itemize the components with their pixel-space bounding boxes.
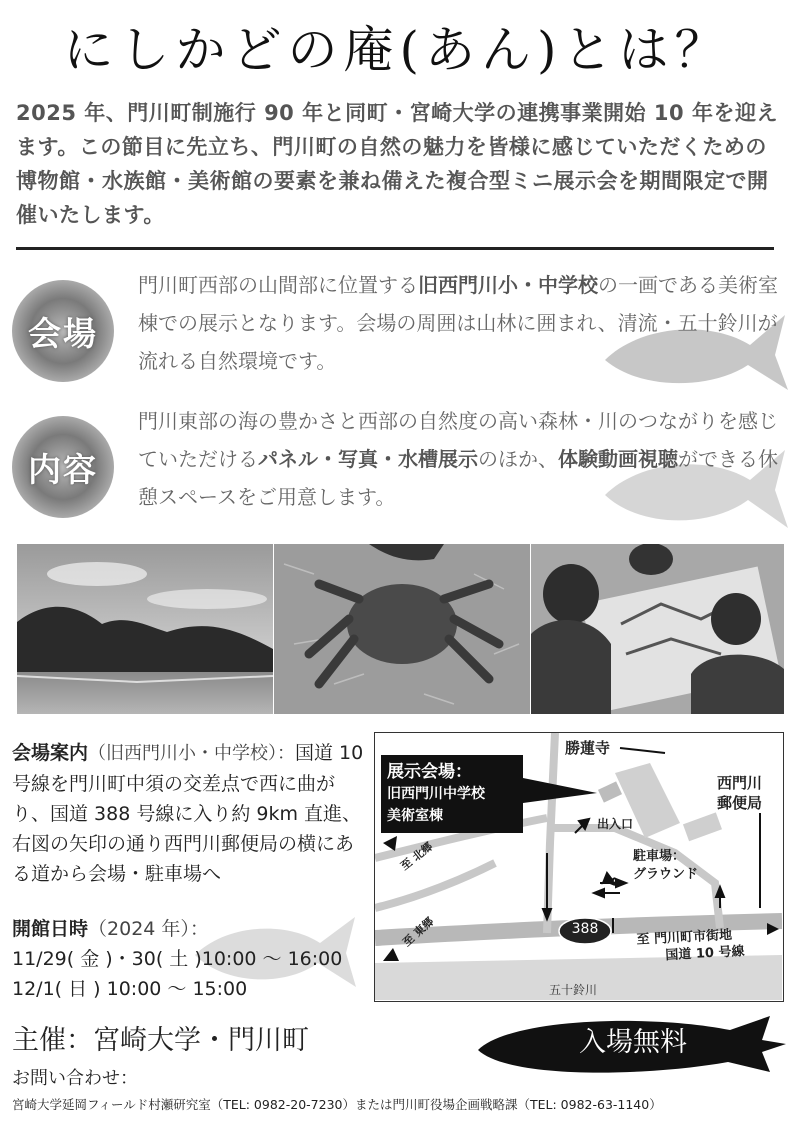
map-route-number: 388 bbox=[571, 921, 599, 937]
divider bbox=[16, 247, 774, 250]
organizer: 主催：宮崎大学・門川町 bbox=[12, 1025, 309, 1056]
venue-text-highlight: 旧西門川小・中学校 bbox=[418, 273, 598, 297]
map-parking-line-2: グラウンド bbox=[633, 867, 699, 882]
access-info bbox=[12, 738, 367, 889]
map-parking-line-1: 駐車場： bbox=[633, 849, 686, 864]
free-admission-label: 入場無料 bbox=[579, 1027, 687, 1058]
photo-crab bbox=[274, 544, 530, 714]
map-river-label: 五十鈴川 bbox=[549, 983, 598, 997]
access-heading: 会場案内 bbox=[12, 742, 89, 764]
dates-line-2: 12/1( 日 ) 10:00 ～ 15:00 bbox=[12, 978, 248, 1000]
venue-text bbox=[138, 266, 778, 380]
access-heading-sub: （旧西門川小・中学校）： bbox=[88, 743, 296, 764]
intro-text: 2025 年、門川町制施行 90 年と同町・宮崎大学の連携事業開始 10 年を迎えます。この節目に先立ち、門川町の自然の魅力を皆様に感じていただくための博物館・水族館・美術館の要素を兼ね備えた複合型ミニ展示会を期間限定で開催いたします。 bbox=[16, 101, 778, 227]
content-text-highlight-2: 体験動画視聴 bbox=[558, 447, 678, 471]
map-venue-line-3: 美術室棟 bbox=[387, 808, 443, 824]
map-venue-line-1: 展示会場： bbox=[387, 762, 472, 782]
photo-coast bbox=[17, 544, 273, 714]
map-temple-label: 勝蓮寺 bbox=[565, 739, 611, 757]
page-title: にしかどの庵(あん)とは？ bbox=[63, 21, 731, 79]
venue-badge bbox=[12, 280, 114, 382]
dates-heading: 開館日時 bbox=[12, 918, 89, 940]
map-parking-label bbox=[633, 848, 698, 884]
content-badge-label: 内容 bbox=[28, 449, 98, 489]
map-to-town-label bbox=[636, 926, 745, 966]
content-text-e: ができる休憩スペースをご用意します。 bbox=[138, 447, 778, 509]
map-to-north-label: 至 北郷 bbox=[398, 839, 436, 873]
access-map bbox=[374, 732, 784, 1002]
map-to-town-line-1: 至 門川町市街地 bbox=[636, 927, 733, 948]
content-text bbox=[138, 402, 778, 516]
venue-badge-label: 会場 bbox=[28, 313, 98, 353]
venue-text-c: の一画である美術室棟での展示となります。会場の周囲は山林に囲まれ、清流・五十鈴川が流れる自然環境です。 bbox=[138, 273, 778, 373]
dates-line-1: 11/29( 金 )・30( 土 )10:00 ～ 16:00 bbox=[12, 948, 343, 970]
photo-children bbox=[531, 544, 784, 714]
venue-text-a: 門川町西部の山間部に位置する bbox=[138, 273, 418, 297]
map-venue-line-2: 旧西門川中学校 bbox=[387, 786, 485, 802]
map-entrance-label: 出入口 bbox=[597, 817, 634, 831]
map-venue-label bbox=[387, 761, 485, 827]
content-text-highlight-1: パネル・写真・水槽展示 bbox=[258, 447, 478, 471]
map-post-office-line-2: 郵便局 bbox=[717, 794, 763, 812]
map-to-tono-label: 至 東郷 bbox=[400, 914, 437, 950]
content-text-c: のほか、 bbox=[478, 447, 558, 471]
map-post-office-line-1: 西門川 bbox=[717, 774, 763, 792]
map-post-office-label bbox=[717, 773, 762, 813]
map-to-town-line-2: 国道 10 号線 bbox=[665, 944, 745, 964]
content-text-a: 門川東部の海の豊かさと西部の自然度の高い森林・川のつながりを感じていただける bbox=[138, 409, 778, 471]
content-badge bbox=[12, 416, 114, 518]
contact-label: お問い合わせ： bbox=[12, 1068, 138, 1089]
dates-heading-sub: （2024 年）： bbox=[88, 918, 209, 940]
contact-info: 宮崎大学延岡フィールド村瀬研究室（TEL: 0982-20-7230）または門川町役場企画戦略課（TEL: 0982-63-1140） bbox=[12, 1097, 662, 1112]
access-body: 国道 10 号線を門川町中須の交差点で西に曲がり、国道 388 号線に入り約 9km 直進、右図の矢印の通り西門川郵便局の横にある道から会場・駐車場へ bbox=[12, 742, 364, 885]
opening-hours bbox=[12, 914, 372, 1004]
